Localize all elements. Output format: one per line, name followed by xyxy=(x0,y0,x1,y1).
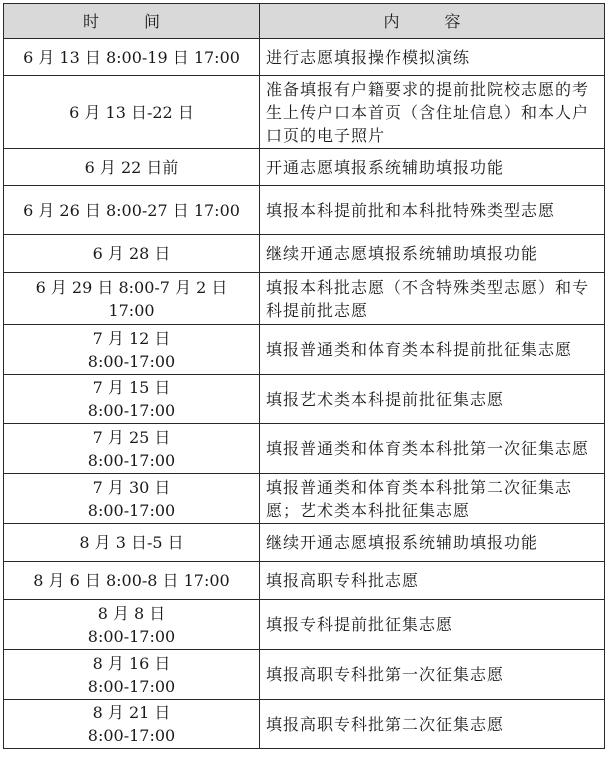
row-time-line: 8 月 21 日 xyxy=(92,703,171,722)
row-time-cell xyxy=(4,700,260,749)
row-time-line: 8 月 6 日 8:00-8 日 17:00 xyxy=(33,571,230,590)
row-time-cell xyxy=(4,325,260,375)
row-time-line: 8:00-17:00 xyxy=(87,676,176,696)
row-time-line: 8 月 16 日 xyxy=(92,653,171,673)
row-time-line: 8 月 3 日-5 日 xyxy=(79,533,184,552)
row-content-cell: 填报高职专科批第一次征集志愿 xyxy=(260,650,605,700)
row-time-line: 8:00-17:00 xyxy=(87,500,176,520)
table-row xyxy=(4,273,605,325)
header-time: 时 间 xyxy=(4,4,260,39)
row-content-cell: 继续开通志愿填报系统辅助填报功能 xyxy=(260,524,605,562)
row-time-line: 6 月 28 日 xyxy=(92,244,171,263)
row-time-line: 8 月 8 日 xyxy=(97,603,166,623)
row-time-line: 7 月 12 日 xyxy=(92,328,171,348)
row-time-cell xyxy=(4,186,260,235)
row-time-line: 8:00-17:00 xyxy=(87,726,176,745)
table-body xyxy=(4,39,605,749)
row-content-cell: 填报普通类和体育类本科批第一次征集志愿 xyxy=(260,424,605,474)
row-time-cell xyxy=(4,39,260,76)
row-content-cell: 进行志愿填报操作模拟演练 xyxy=(260,39,605,76)
row-time-cell xyxy=(4,273,260,325)
table-row xyxy=(4,474,605,524)
row-time-cell xyxy=(4,375,260,424)
table-row xyxy=(4,325,605,375)
row-time-line: 7 月 30 日 xyxy=(92,477,171,497)
row-content-cell: 填报普通类和体育类本科提前批征集志愿 xyxy=(260,325,605,375)
table-row xyxy=(4,149,605,186)
table-row xyxy=(4,562,605,600)
row-content-cell: 填报高职专科批第二次征集志愿 xyxy=(260,700,605,749)
row-time-line: 8:00-17:00 xyxy=(87,450,176,470)
row-time-cell xyxy=(4,524,260,562)
row-time-cell xyxy=(4,650,260,700)
row-content-cell: 开通志愿填报系统辅助填报功能 xyxy=(260,149,605,186)
row-time-line: 8:00-17:00 xyxy=(87,401,176,420)
table-row xyxy=(4,76,605,149)
row-time-line: 8:00-17:00 xyxy=(87,351,176,371)
row-content-cell: 填报本科批志愿（不含特殊类型志愿）和专科提前批志愿 xyxy=(260,273,605,325)
row-time-cell xyxy=(4,562,260,600)
volunteer-filling-schedule-table xyxy=(3,3,605,749)
table-row xyxy=(4,235,605,273)
row-content-cell: 填报专科提前批征集志愿 xyxy=(260,600,605,650)
row-time-cell xyxy=(4,76,260,149)
row-time-line: 6 月 26 日 8:00-27 日 17:00 xyxy=(23,200,240,220)
table-row xyxy=(4,524,605,562)
row-content-cell: 填报普通类和体育类本科批第二次征集志愿；艺术类本科批征集志愿 xyxy=(260,474,605,524)
row-time-cell xyxy=(4,424,260,474)
row-time-line: 6 月 13 日 8:00-19 日 17:00 xyxy=(23,47,240,67)
row-content-cell: 填报高职专科批志愿 xyxy=(260,562,605,600)
header-content: 内 容 xyxy=(260,4,605,39)
row-time-cell xyxy=(4,149,260,186)
table-row xyxy=(4,39,605,76)
row-content-cell: 填报本科提前批和本科批特殊类型志愿 xyxy=(260,186,605,235)
row-time-cell xyxy=(4,600,260,650)
table-header-row xyxy=(4,4,605,39)
table-row xyxy=(4,600,605,650)
table-row xyxy=(4,186,605,235)
row-time-line: 6 月 29 日 8:00-7 月 2 日 17:00 xyxy=(35,277,228,320)
table-row xyxy=(4,650,605,700)
row-time-line: 7 月 15 日 xyxy=(92,378,171,397)
row-time-line: 8:00-17:00 xyxy=(87,626,176,646)
row-time-cell xyxy=(4,474,260,524)
row-content-cell: 继续开通志愿填报系统辅助填报功能 xyxy=(260,235,605,273)
table-row xyxy=(4,424,605,474)
row-content-cell: 准备填报有户籍要求的提前批院校志愿的考生上传户口本首页（含住址信息）和本人户口页的电子照片 xyxy=(260,76,605,149)
row-time-line: 6 月 22 日前 xyxy=(84,157,179,177)
schedule-table-container xyxy=(3,3,605,749)
row-time-line: 6 月 13 日-22 日 xyxy=(69,102,194,122)
table-row xyxy=(4,375,605,424)
table-row xyxy=(4,700,605,749)
row-content-cell: 填报艺术类本科提前批征集志愿 xyxy=(260,375,605,424)
row-time-line: 7 月 25 日 xyxy=(92,427,171,447)
row-time-cell xyxy=(4,235,260,273)
